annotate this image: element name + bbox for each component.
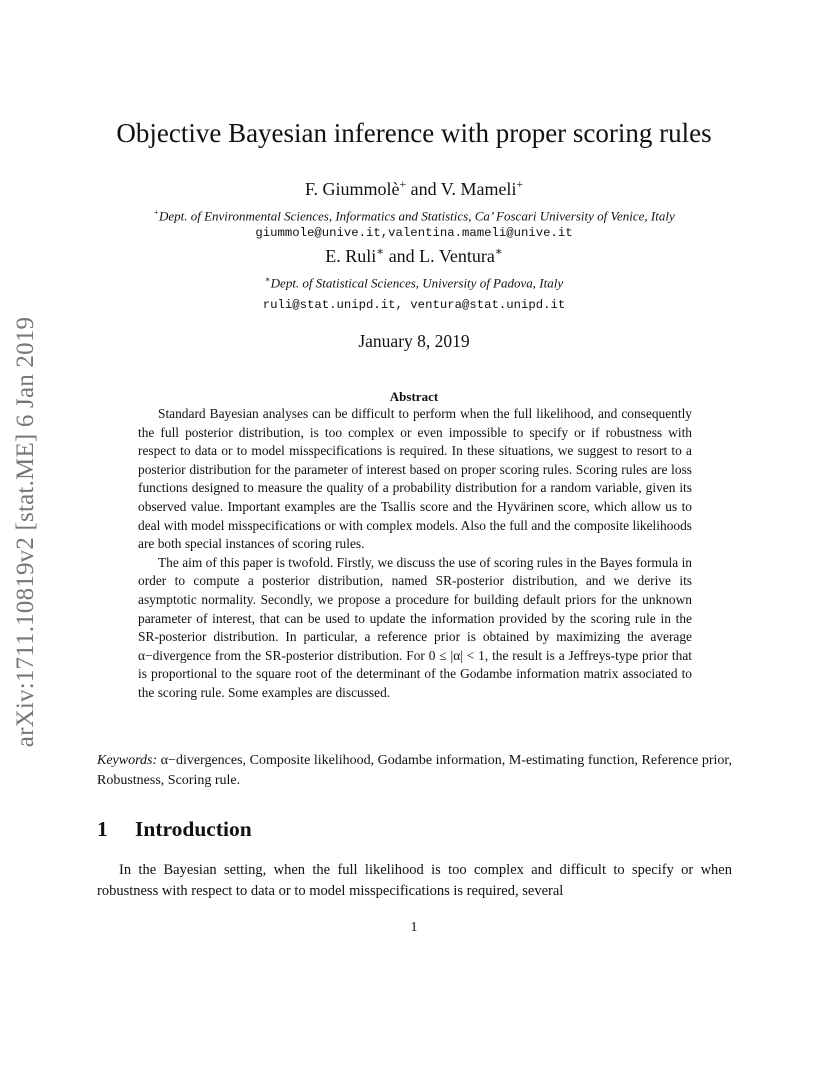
paper-title: Objective Bayesian inference with proper scoring rules [116, 118, 712, 148]
keywords [97, 751, 732, 791]
abstract-paragraph-2: The aim of this paper is twofold. Firstly, we discuss the use of scoring rules in the Bayes formula in order to compute a posterior distribution, named SR-posterior distribution, and we derive its asymptotic normality. Secondly, we propose a procedure for building default priors for the unknown parameter of interest, that can be used to update the information provided by the scoring rule in the SR-posterior distribution. In particular, a reference prior is obtained by maximizing the average α−divergence from the SR-posterior distribution. For 0 ≤ |α| < 1, the result is a Jeffreys-type prior that is proportional to the square root of the determinant of the Godambe information matrix associated to the scoring rule. Some examples are discussed. [138, 554, 692, 700]
paper-date: January 8, 2019 [358, 331, 470, 351]
section-number: 1 [97, 817, 108, 841]
author-giummole: F. Giummolè [304, 179, 400, 199]
affiliation-venice [0, 207, 828, 224]
affil-mark: + [153, 207, 159, 217]
abstract-body [138, 405, 692, 703]
keywords-list: α−divergences, Composite likelihood, Godambe information, M-estimating function, Reference prior, Robustness, Scoring rule. [97, 753, 732, 788]
arxiv-identifier: arXiv:1711.10819v2 [stat.ME] 6 Jan 2019 [12, 316, 39, 748]
affil-mark: ∗ [494, 245, 503, 258]
affil-mark: ∗ [376, 245, 385, 258]
section-title: Introduction [135, 817, 252, 841]
affil-mark: + [516, 178, 524, 191]
affil-mark: + [399, 178, 407, 191]
abstract-heading: Abstract [389, 389, 439, 404]
abstract-paragraph-1: Standard Bayesian analyses can be difficult to perform when the full likelihood, and consequently the full posterior distribution, is too complex or even impossible to specify or if robustness with respect to data or to model misspecifications is required. In these situations, we suggest to resort to a posterior distribution for the parameter of interest based on proper scoring rules. Scoring rules are loss functions designed to measure the quality of a probability distribution for a random variable, given its observed value. Important examples are the Tsallis score and the Hyvärinen score, which allow us to deal with model misspecifications or with complex models. Also the full and the composite likelihoods are both special instances of scoring rules. [138, 406, 692, 552]
keywords-label: Keywords: [97, 753, 158, 768]
author-mameli: and V. Mameli [406, 179, 517, 199]
affiliation-text: Dept. of Statistical Sciences, University of Padova, Italy [270, 275, 564, 291]
emails-venice: giummole@unive.it,valentina.mameli@unive.it [255, 226, 573, 240]
affil-mark: ∗ [264, 274, 271, 284]
author-ventura: and L. Ventura [384, 246, 495, 266]
affiliation-text: Dept. of Environmental Sciences, Informatics and Statistics, Ca’ Foscari University of Venice, Italy [158, 208, 675, 224]
affiliation-padova [0, 274, 828, 291]
authors-line-1 [0, 178, 828, 200]
author-ruli: E. Ruli [325, 246, 377, 266]
emails-padova: ruli@stat.unipd.it, ventura@stat.unipd.it [262, 298, 566, 312]
intro-paragraph: In the Bayesian setting, when the full likelihood is too complex and difficult to specify or when robustness with respect to data or to model misspecifications is required, several [97, 862, 732, 899]
authors-line-2 [0, 244, 828, 267]
arxiv-sidebar-stamp [4, 292, 48, 772]
section-heading [97, 817, 252, 842]
intro-body [97, 860, 732, 902]
page-number: 1 [410, 920, 418, 935]
